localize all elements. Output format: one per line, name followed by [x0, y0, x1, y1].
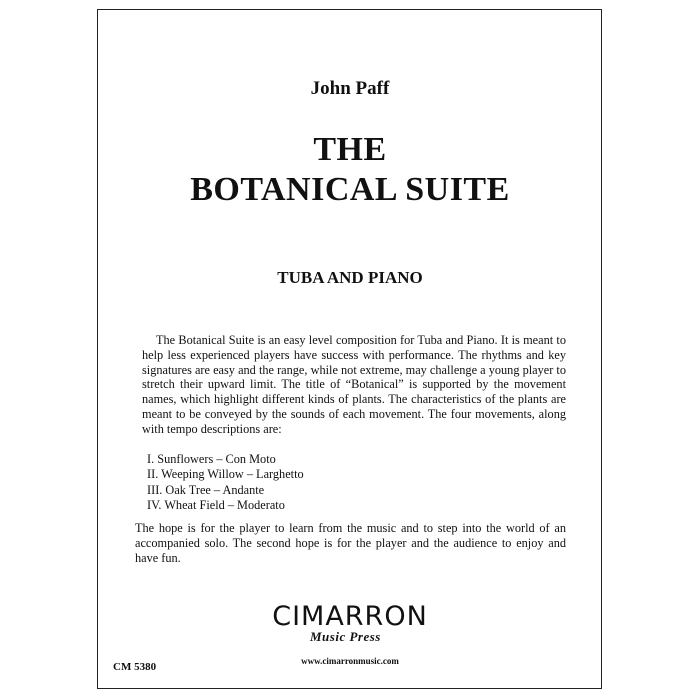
list-item: IV. Wheat Field – Moderato	[147, 497, 285, 512]
composer-name: John Paff	[310, 78, 390, 99]
instrumentation: TUBA AND PIANO	[277, 268, 423, 287]
movements-list	[147, 452, 304, 513]
list-item: III. Oak Tree – Andante	[147, 482, 265, 497]
publisher-logo	[270, 603, 430, 643]
title-line-2: BOTANICAL SUITE	[190, 171, 510, 208]
logo-subtitle: Music Press	[310, 629, 381, 644]
catalog-number: CM 5380	[113, 661, 157, 673]
list-item: II. Weeping Willow – Larghetto	[147, 467, 304, 482]
logo-wordmark: CIMARRON	[272, 601, 428, 632]
list-item: I. Sunflowers – Con Moto	[147, 452, 276, 466]
publisher-url: www.cimarronmusic.com	[301, 656, 399, 666]
description-paragraph: The Botanical Suite is an easy level composition for Tuba and Piano. It is meant to help less experienced players have success with performance. The rhythms and key signatures are easy and the range, while not extreme, may challenge a young player to stretch their upward limit. The title of “Botanical” is supported by the movement names, which highlight different kinds of plants. The characteristics of the plants are meant to be conveyed by the sounds of each movement. The four movements, along with tempo descriptions are:	[142, 333, 566, 436]
title-line-1: THE	[313, 131, 387, 168]
closing-paragraph: The hope is for the player to learn from the music and to step into the world of an accompanied solo. The second hope is for the player and the audience to enjoy and have fun.	[135, 521, 566, 565]
page-title	[0, 130, 700, 210]
